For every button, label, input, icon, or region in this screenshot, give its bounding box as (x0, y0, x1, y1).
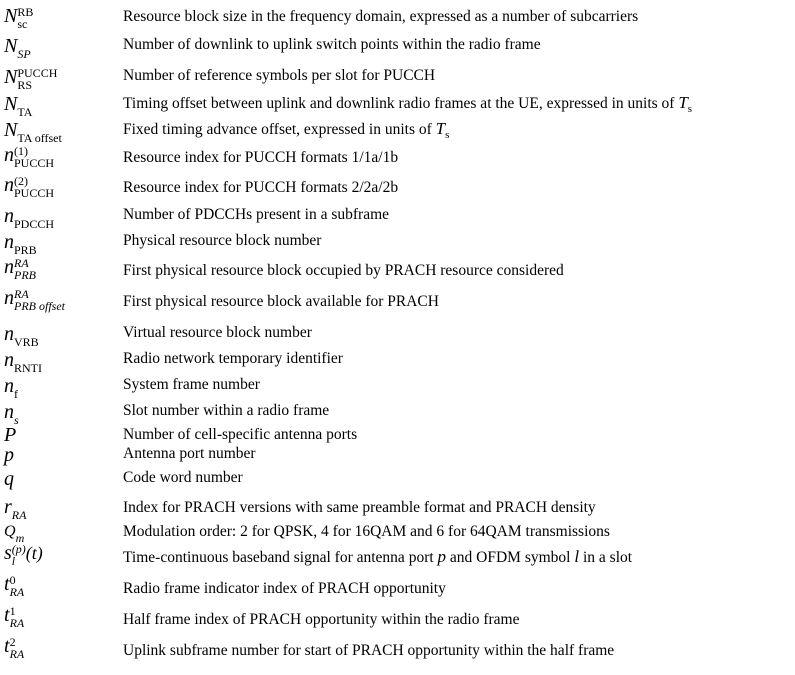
description: Virtual resource block number (123, 324, 312, 341)
symbol: $n_{PRB}$ (4, 231, 37, 257)
symbol: $N_{SP}$ (4, 35, 31, 61)
symbol: $r_{RA}$ (4, 496, 27, 522)
symbol: n (1) PUCCH (4, 144, 55, 170)
description: Resource index for PUCCH formats 1/1a/1b (123, 149, 399, 166)
description: Fixed timing advance offset, expressed in units of $T_s$ (123, 119, 450, 141)
symbol: p (4, 444, 14, 466)
symbol: N PUCCH RS (4, 66, 58, 92)
description: Uplink subframe number for start of PRACH opportunity within the half frame (123, 642, 615, 659)
description: First physical resource block occupied by PRACH resource considered (123, 262, 564, 279)
symbol: N RB sc (4, 5, 34, 31)
description: Code word number (123, 469, 243, 486)
description: Number of cell-specific antenna ports (123, 426, 358, 443)
symbol: t 0 RA (4, 573, 25, 599)
symbol: q (4, 468, 14, 490)
symbol: $n_f$ (4, 375, 18, 401)
symbol: n RA PRB (4, 256, 36, 282)
symbol: $N_{TA offset}$ (4, 119, 62, 145)
symbol: t 2 RA (4, 635, 25, 661)
description: System frame number (123, 376, 260, 393)
description: Time-continuous baseband signal for antenna port p and OFDM symbol l in a slot (123, 547, 633, 566)
symbol: t 1 RA (4, 604, 25, 630)
description: Modulation order: 2 for QPSK, 4 for 16QAM and 6 for 64QAM transmissions (123, 523, 610, 540)
symbol: $n_{VRB}$ (4, 323, 39, 349)
description: Radio frame indicator index of PRACH opportunity (123, 580, 446, 597)
description: Antenna port number (123, 445, 256, 462)
symbol: $n_{RNTI}$ (4, 349, 42, 375)
description: Index for PRACH versions with same preamble format and PRACH density (123, 499, 596, 516)
description: Radio network temporary identifier (123, 350, 343, 367)
description: Number of downlink to uplink switch points within the radio frame (123, 36, 541, 53)
symbol: $Q_m$ (4, 523, 25, 545)
description: Resource index for PUCCH formats 2/2a/2b (123, 179, 399, 196)
description: Physical resource block number (123, 232, 322, 249)
symbol: s (p) l (t) (4, 542, 43, 568)
description: Number of PDCCHs present in a subframe (123, 206, 390, 223)
description: First physical resource block available for PRACH (123, 293, 439, 310)
symbol: P (4, 424, 17, 446)
description: Timing offset between uplink and downlink radio frames at the UE, expressed in units of $T_s$ (123, 93, 693, 115)
description: Number of reference symbols per slot for PUCCH (123, 67, 436, 84)
description: Half frame index of PRACH opportunity within the radio frame (123, 611, 520, 628)
symbol: n (2) PUCCH (4, 174, 55, 200)
symbol: n RA PRB offset (4, 287, 65, 313)
description: Slot number within a radio frame (123, 402, 330, 419)
symbol: $n_s$ (4, 401, 19, 427)
symbol: $N_{TA}$ (4, 93, 33, 119)
description: Resource block size in the frequency domain, expressed as a number of subcarriers (123, 8, 639, 25)
symbol: $n_{PDCCH}$ (4, 205, 55, 231)
